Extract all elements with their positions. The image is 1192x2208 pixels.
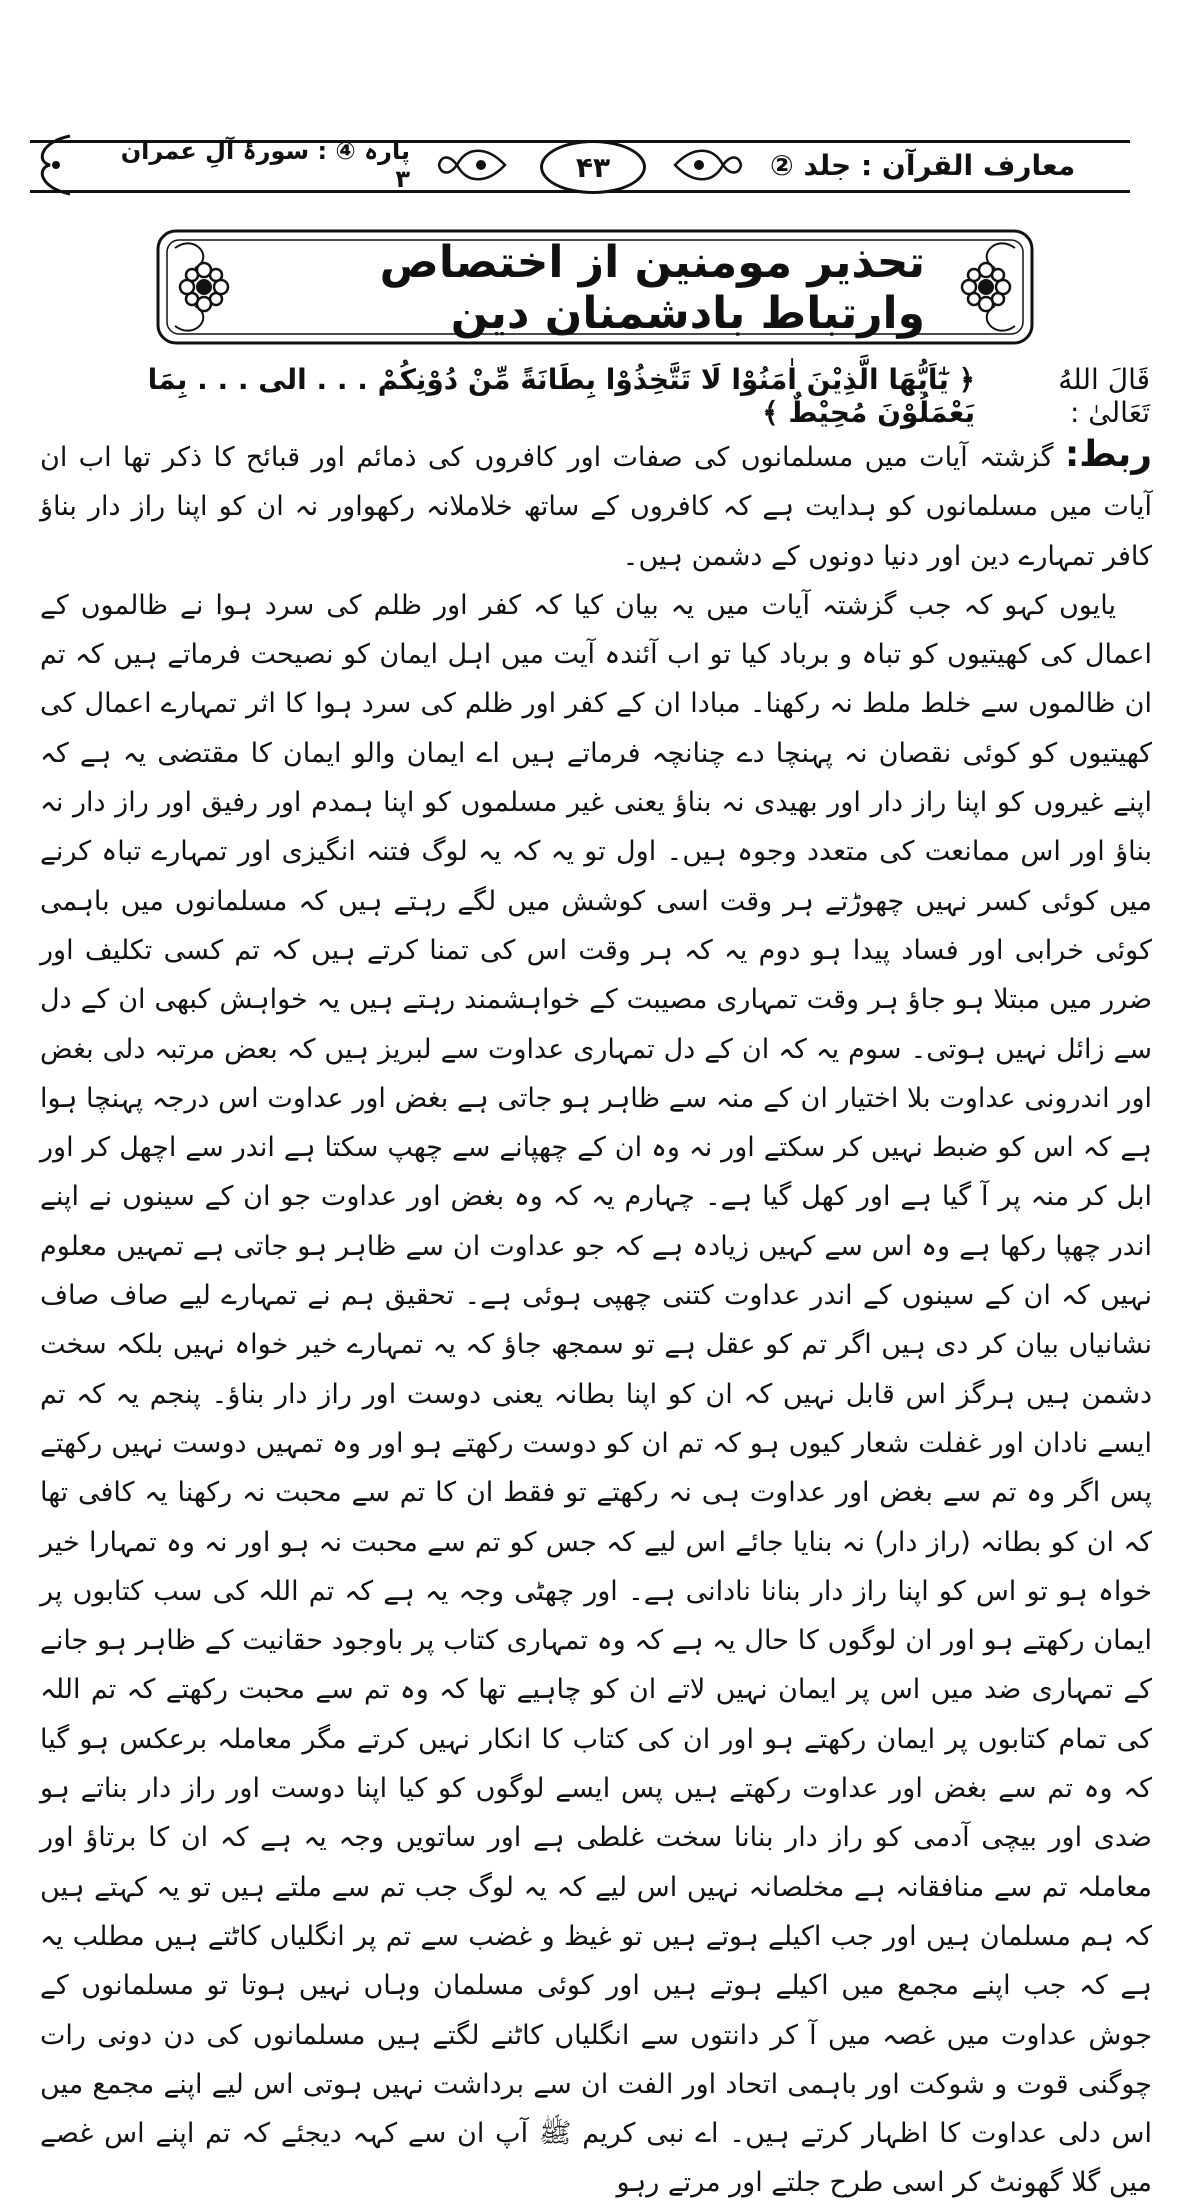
book-title: معارف القرآن : جلد ② (770, 148, 1076, 182)
paragraph-1-text: گزشتہ آیات میں مسلمانوں کی صفات اور کافروں کی ذمائم اور قبائح کا ذکر تھا اب ان آیات میں مسلمانوں کو ہدایت ہے کہ کافروں کے ساتھ خلاملانہ رکھواور نہ ان کو اپنا راز دار بناؤ کافر تمہارے دین اور دنیا دونوں کے دشمن ہیں۔ (40, 442, 1152, 572)
right-flower-ornament-icon (959, 260, 1013, 314)
paragraph-2 (40, 581, 1152, 2208)
para-surah-info: پارہ ④ : سورۂ آلِ عمران ۳ (120, 137, 410, 193)
section-title-frame (155, 228, 1035, 346)
verse-text: ﴿ يٰٓاَيُّهَا الَّذِيْنَ اٰمَنُوْا لَا تَتَّخِذُوْا بِطَانَةً مِّنْ دُوْنِكُمْ . . . الی . . . بِمَا يَعْمَلُوْنَ مُحِيْطٌ ﴾ (147, 363, 976, 429)
left-vine-ornament-icon (437, 144, 507, 186)
quran-verse-line (40, 363, 1150, 429)
paragraph-rabt (40, 430, 1152, 581)
right-vine-ornament-icon (673, 144, 743, 186)
section-title: تحذیر مومنین از اختصاص وارتباط بادشمنان دین (379, 237, 925, 339)
commentary-body (40, 430, 1152, 2208)
page-number-block (515, 132, 665, 198)
page-number: ۴۳ (540, 140, 646, 194)
left-flower-ornament-icon (177, 260, 231, 314)
page-header (30, 132, 1130, 200)
paragraph-2-text: یایوں کہو کہ جب گزشتہ آیات میں یہ بیان کیا کہ کفر اور ظلم کی سرد ہوا نے ظالموں کے اعمال کی کھیتیوں کو تباہ و برباد کیا تو اب آئندہ آیت میں اہل ایمان کو نصیحت فرماتے ہیں کہ تم ان ظالموں سے خلط ملط نہ رکھنا۔ مبادا ان کے کفر اور ظلم کی سرد ہوا کا اثر تمہارے اعمال کی کھیتیوں کو کوئی نقصان نہ پہنچا دے چنانچہ فرماتے ہیں اے ایمان والو ایمان کا مقتضی یہ ہے کہ اپنے غیروں کو اپنا راز دار اور بھیدی نہ بناؤ یعنی غیر مسلموں کو اپنا ہمدم اور رفیق اور راز دار نہ بناؤ اور اس ممانعت کی متعدد وجوہ ہیں۔ اول تو یہ کہ یہ لوگ فتنہ انگیزی اور تمہارے تباہ کرنے میں کوئی کسر نہیں چھوڑتے ہر وقت اسی کوشش میں لگے رہتے ہیں کہ مسلمانوں میں باہمی کوئی خرابی اور فساد پیدا ہو دوم یہ کہ ہر وقت اس کی تمنا کرتے ہیں کہ تم کسی تکلیف اور ضرر میں مبتلا ہو جاؤ ہر وقت تمہاری مصیبت کے خواہشمند رہتے ہیں یہ خواہش کبھی ان کے دل سے زائل نہیں ہوتی۔ سوم یہ کہ ان کے دل تمہاری عداوت سے لبریز ہیں کہ بعض مرتبہ دلی بغض اور اندرونی عداوت بلا اختیار ان کے منہ سے ظاہر ہو جاتی ہے بغض اور عداوت اس درجہ پہنچا ہوا ہے کہ اس کو ضبط نہیں کر سکتے اور نہ وہ ان کے چھپانے سے چھپ سکتا ہے اندر سے اچھل کر اور ابل کر منہ پر آ گیا ہے اور کھل گیا ہے۔ چہارم یہ کہ وہ بغض اور عداوت جو ان کے سینوں نے اپنے اندر چھپا رکھا ہے وہ اس سے کہیں زیادہ ہے کہ جو عداوت ان سے ظاہر ہو جاتی ہے تمہیں معلوم نہیں کہ ان کے سینوں کے اندر عداوت کتنی چھپی ہوئی ہے۔ تحقیق ہم نے تمہارے لیے صاف صاف نشانیاں بیان کر دی ہیں اگر تم کو عقل ہے تو سمجھ جاؤ کہ یہ تمہارے خیر خواہ نہیں بلکہ سخت دشمن ہیں ہرگز اس قابل نہیں کہ ان کو اپنا بطانہ یعنی دوست اور راز دار بناؤ۔ پنجم یہ کہ تم ایسے نادان اور غفلت شعار کیوں ہو کہ تم ان کو دوست رکھتے ہو اور وہ تمہیں دوست نہیں رکھتے پس اگر وہ تم سے بغض اور عداوت ہی نہ رکھتے تو فقط ان کا تم سے محبت نہ رکھنا یہ کافی تھا کہ ان کو بطانہ (راز دار) نہ بنایا جائے اس لیے کہ جس کو تم سے محبت نہ ہو اور نہ وہ تمہارا خیر خواہ ہو تو اس کو اپنا راز دار بنانا نادانی ہے۔ اور چھٹی وجہ یہ ہے کہ تم اللہ کی سب کتابوں پر ایمان رکھتے ہو اور ان لوگوں کا حال یہ ہے کہ وہ تمہاری کتاب پر باوجود حقانیت کے ظاہر ہو جانے کے تمہاری ضد میں اس پر ایمان نہیں لاتے ان کو چاہیے تھا کہ وہ تم سے محبت رکھتے کہ تم اللہ کی تمام کتابوں پر ایمان رکھتے ہو اور ان کی کتاب کا انکار نہیں کرتے مگر معاملہ برعکس ہو گیا کہ وہ تم سے بغض اور عداوت رکھتے ہیں پس ایسے لوگوں کو کیا اپنا دوست اور راز دار بناتے ہو ضدی اور بیچی آدمی کو راز دار بنانا سخت غلطی ہے اور ساتویں وجہ یہ ہے کہ ان کا برتاؤ اور معاملہ تم سے منافقانہ ہے مخلصانہ نہیں اس لیے کہ یہ لوگ جب تم سے ملتے ہیں تو یہ کہتے ہیں کہ ہم مسلمان ہیں اور جب اکیلے ہوتے ہیں تو غیظ و غضب سے تم پر انگلیاں کاٹتے ہیں مطلب یہ ہے کہ جب اپنے مجمع میں اکیلے ہوتے ہیں اور کوئی مسلمان وہاں نہیں ہوتا تو مسلمانوں کے جوش عداوت میں غصہ میں آ کر دانتوں سے انگلیاں کاٹنے لگتے ہیں مسلمانوں کی دن دونی رات چوگنی قوت و شوکت اور باہمی اتحاد اور الفت ان سے برداشت نہیں ہوتی اس لیے اپنے مجمع میں اس دلی عداوت کا اظہار کرتے ہیں۔ اے نبی کریم ﷺ آپ ان سے کہہ دیجئے کہ تم اپنے اس غصے میں گلا گھونٹ کر اسی طرح جلتے اور مرتے رہو (40, 589, 1152, 2199)
verse-intro: قَالَ اللهُ تَعَالیٰ : (1058, 363, 1150, 429)
header-corner-ornament-icon (30, 132, 78, 198)
rabt-heading: ربط: (1064, 434, 1152, 475)
